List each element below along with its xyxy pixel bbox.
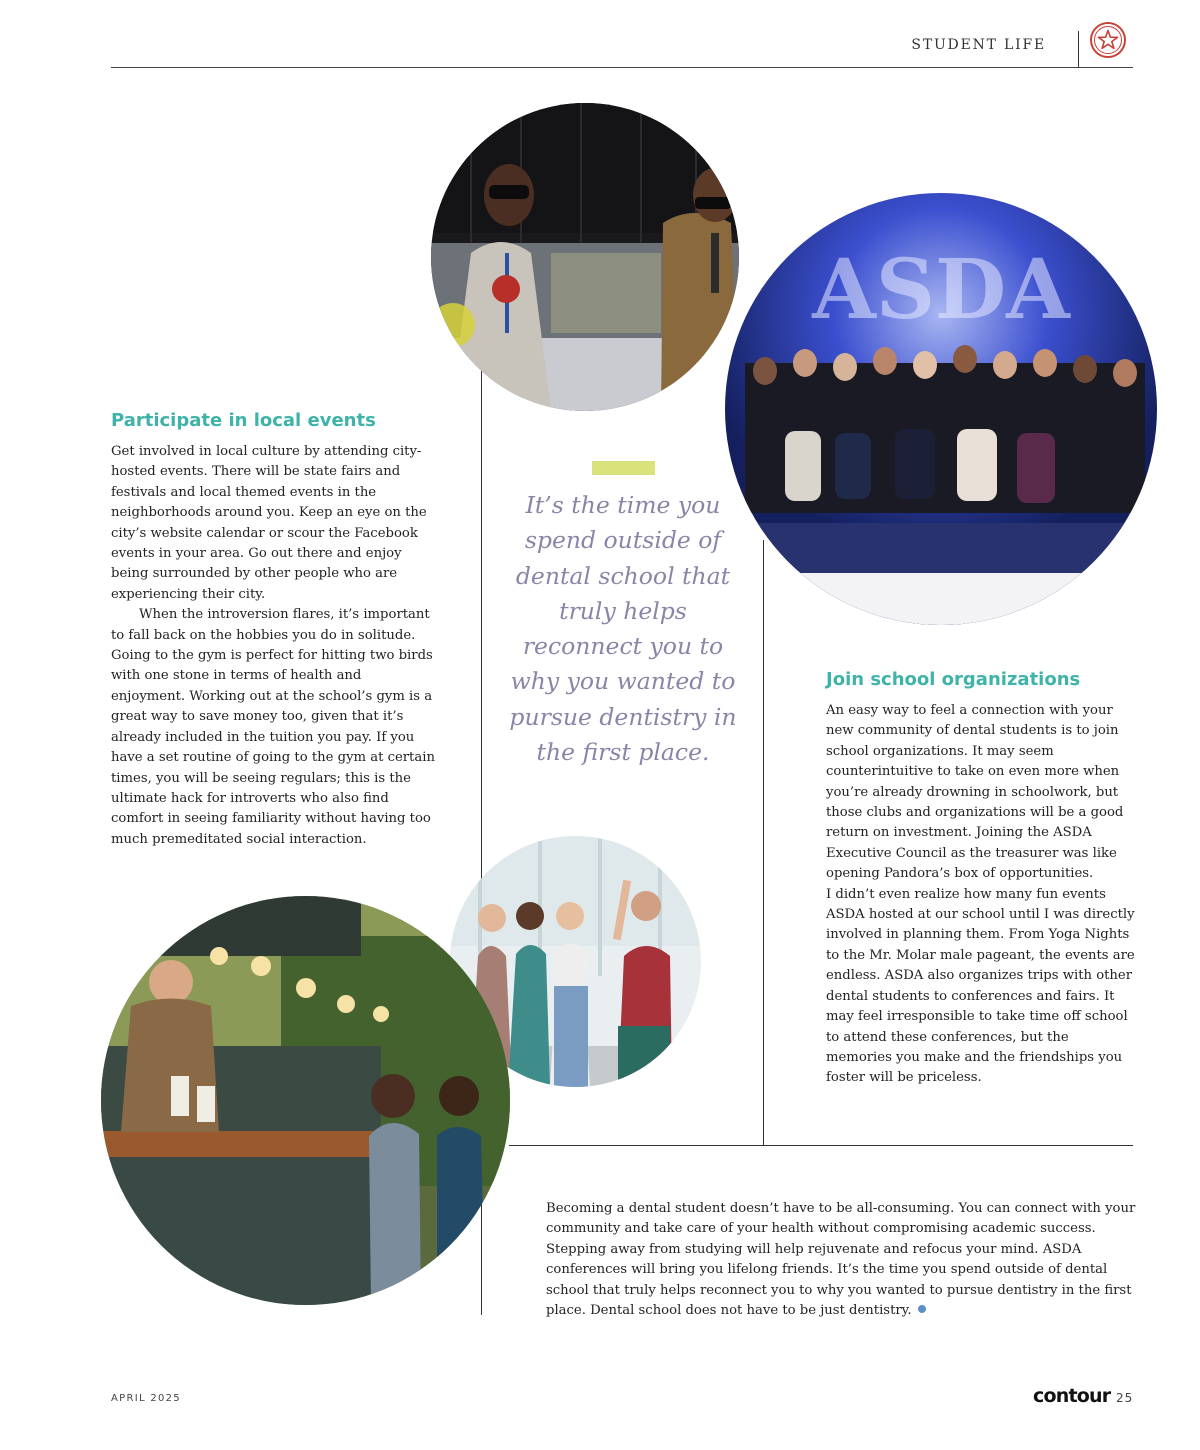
left-paragraph-2: When the introversion flares, it’s important to fall back on the hobbies you do in solitude. Going to the gym is perfect for hitting two birds with one stone in terms of health and enjoyment. Working out at the school’s gym is a great way to save money too, given that it’s already included in the tuition you pay. If you have a set routine of going to the gym at certain times, you will be seeing regulars; this is the ultimate hack for introverts who also find comfort in seeing familiarity without having too much premeditated social interaction. [111, 607, 435, 847]
pull-quote: It’s the time you spend outside of dental school that truly helps reconnect you to why you wanted to pursue dentistry in the first place. [509, 491, 737, 767]
header-divider [1078, 31, 1079, 67]
left-paragraph-1: Get involved in local culture by attending city-hosted events. There will be state fairs and festivals and local themed events in the neighborhoods around you. Keep an eye on the city’s website calendar or scour the Facebook events in your area. Go out there and enjoy being surrounded by other people who are experiencing their city. [111, 444, 427, 602]
left-column-text [111, 442, 439, 850]
end-mark-icon [918, 1305, 926, 1313]
food-truck-photo [101, 896, 510, 1305]
right-paragraph-2: I didn’t even realize how many fun events ASDA hosted at our school until I was directly involved in planning them. From Yoga Nights to the Mr. Molar male pageant, the events are endless. ASDA also organizes trips with other dental students to conferences and fairs. It may feel irresponsible to take time off school to attend these conferences, but the memories you make and the friendships you foster will be priceless. [826, 886, 1135, 1086]
pull-quote-accent-bar [592, 461, 655, 475]
footer-date: APRIL 2025 [111, 1393, 181, 1404]
section-heading-school-organizations: Join school organizations [826, 669, 1081, 690]
column-divider-right [763, 540, 764, 1145]
section-divider [509, 1145, 1133, 1146]
closing-text [546, 1199, 1136, 1321]
right-paragraph-1: An easy way to feel a connection with your new community of dental students is to join school organizations. It may seem counterintuitive to take on even more when you’re already drowning in schoolwork, but those clubs and organizations will be a good return on investment. Joining the ASDA Executive Council as the treasurer was like opening Pandora’s box of opportunities. [826, 703, 1124, 882]
asda-group-photo [725, 193, 1157, 625]
footer-brand-logo: contour [1033, 1385, 1111, 1407]
asda-stage-logo: ASDA [812, 242, 1070, 338]
vr-demo-photo [431, 103, 739, 411]
right-column-text [826, 701, 1136, 1089]
closing-paragraph [546, 1199, 1136, 1321]
section-label: STUDENT LIFE [911, 37, 1046, 53]
star-badge-icon [1089, 21, 1127, 59]
page-number: 25 [1116, 1391, 1134, 1405]
closing-paragraph-text: Becoming a dental student doesn’t have to be all-consuming. You can connect with your community and take care of your health without compromising academic success. Stepping away from studying will help rejuvenate and refocus your mind. ASDA conferences will bring you lifelong friends. It’s the time you spend outside of dental school that truly helps reconnect you to why you wanted to pursue dentistry in the first place. Dental school does not have to be just dentistry. [546, 1201, 1136, 1319]
header-rule [111, 67, 1133, 68]
section-heading-local-events: Participate in local events [111, 410, 376, 431]
